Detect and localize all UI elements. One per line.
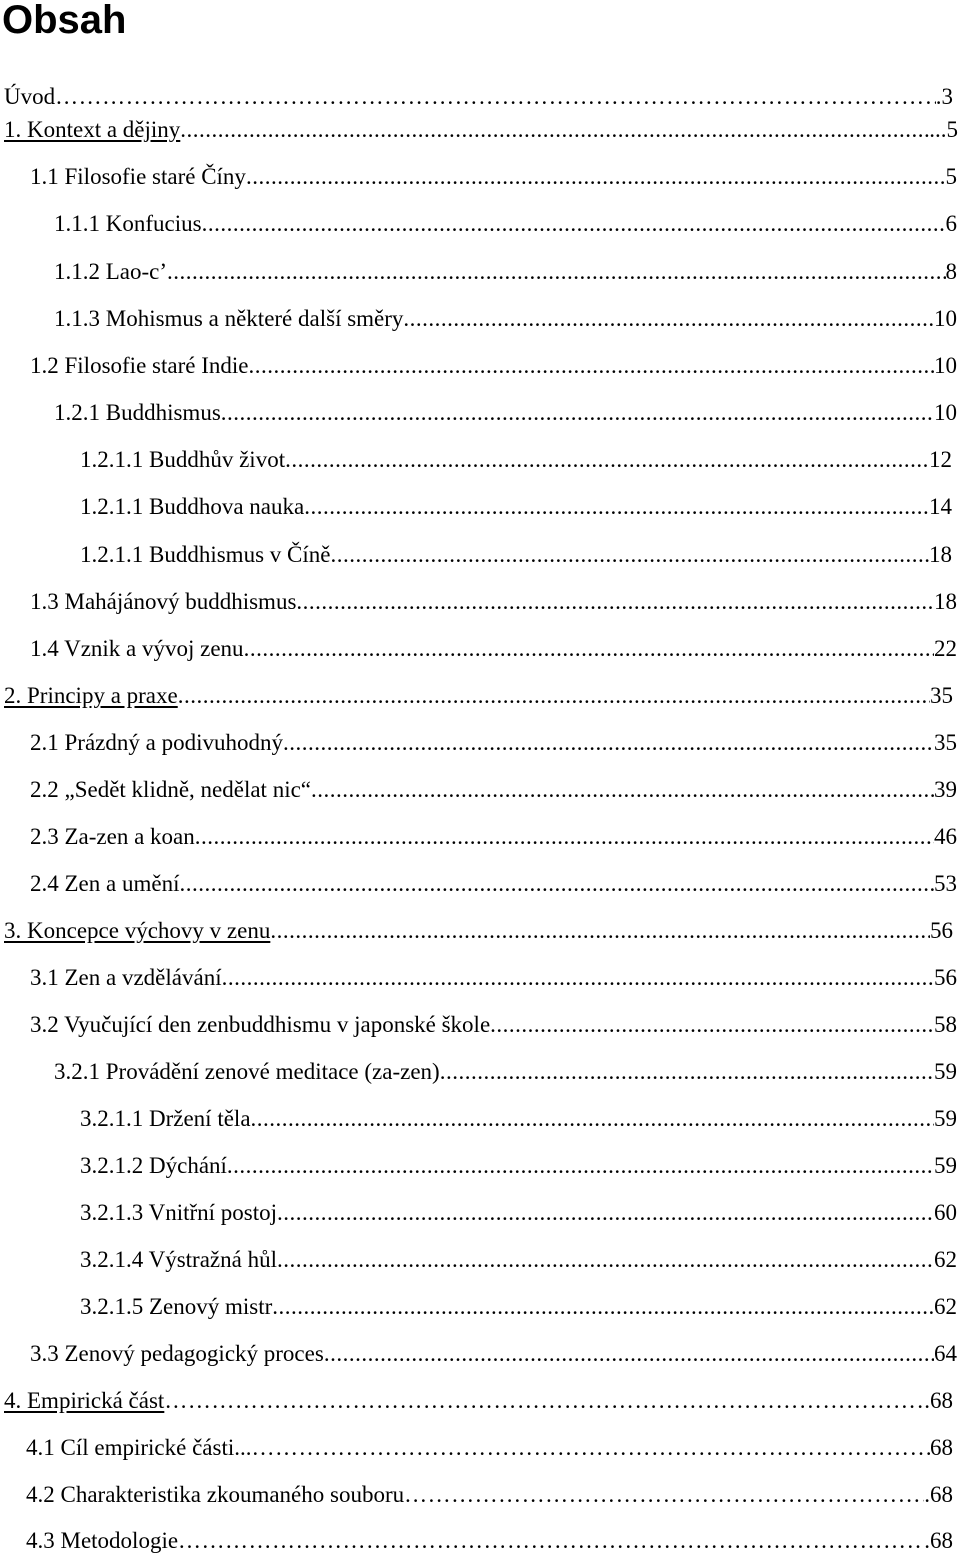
toc-entry-label: 3.2.1.2 Dýchání (80, 1153, 227, 1178)
toc-entry[interactable] (54, 1057, 957, 1087)
toc-entry-label: 3.2 Vyučující den zenbuddhismu v japonské škole (30, 1012, 491, 1037)
toc-entry-label: 1.1.2 Lao-c’ (54, 259, 168, 284)
toc-entry-leader (178, 681, 930, 711)
toc-entry-leader (296, 587, 934, 617)
toc-entry-page: 18 (934, 589, 957, 614)
toc-entry[interactable] (80, 492, 952, 522)
toc-entry-page: 58 (934, 1012, 957, 1037)
toc-entry-page: 53 (934, 871, 957, 896)
toc-entry-label: 3.3 Zenový pedagogický proces (30, 1341, 324, 1366)
toc-entry-leader (227, 1151, 934, 1181)
toc-entry-label: 1.1.1 Konfucius (54, 211, 202, 236)
toc-entry-leader (195, 822, 934, 852)
toc-entry-label: 3.2.1.4 Výstražná hůl (80, 1247, 277, 1272)
toc-entry-leader (324, 1339, 934, 1369)
toc-entry-page: 68 (930, 1435, 953, 1460)
toc-entry[interactable] (26, 1526, 953, 1556)
toc-entry[interactable] (30, 162, 957, 192)
toc-entry[interactable] (30, 869, 957, 899)
toc-entry-leader (178, 1526, 924, 1556)
toc-entry-leader (404, 1480, 924, 1510)
toc-entry-leader (221, 398, 934, 428)
toc-entry-label: 4.2 Charakteristika zkoumaného souboru (26, 1482, 405, 1507)
toc-entry-label: 3. Koncepce výchovy v zenu (4, 918, 271, 943)
toc-entry-page: 46 (934, 824, 957, 849)
toc-entry-page: ...5 (929, 117, 958, 142)
toc-entry[interactable] (30, 822, 957, 852)
toc-entry-leader (304, 492, 929, 522)
toc-entry-page: 60 (934, 1200, 957, 1225)
toc-entry-leader (179, 869, 934, 899)
toc-entry-leader (251, 1433, 930, 1463)
toc-entry-page: 8 (945, 259, 957, 284)
toc-entry-page: 6 (945, 211, 957, 236)
toc-heading: Obsah (2, 0, 127, 42)
toc-entry[interactable] (4, 82, 953, 112)
toc-entry-page: .68 (924, 1528, 953, 1553)
toc-entry-label: 1.2.1.1 Buddhova nauka (80, 494, 305, 519)
toc-entry-label: 2.2 „Sedět klidně, nedělat nic“ (30, 777, 312, 802)
toc-entry[interactable] (26, 1433, 953, 1463)
toc-entry-page: 62 (934, 1294, 957, 1319)
toc-entry-page: 5 (945, 164, 957, 189)
toc-entry-label: 4.3 Metodologie (26, 1528, 179, 1553)
toc-entry-page: 18 (929, 542, 952, 567)
toc-entry-page: 59 (934, 1106, 957, 1131)
toc-entry[interactable] (4, 115, 958, 145)
toc-entry-label: 1.2 Filosofie staré Indie (30, 353, 249, 378)
toc-entry-label: 1.2.1.1 Buddhův život (80, 447, 286, 472)
toc-entry[interactable] (30, 775, 957, 805)
toc-entry[interactable] (4, 1386, 953, 1416)
toc-entry[interactable] (30, 728, 957, 758)
toc-entry-page: 35 (934, 730, 957, 755)
toc-entry[interactable] (30, 634, 957, 664)
toc-entry[interactable] (80, 1292, 957, 1322)
toc-entry-page: 12 (929, 447, 952, 472)
toc-entry-page: 56 (930, 918, 953, 943)
toc-entry-page: .3 (935, 84, 953, 109)
toc-entry[interactable] (80, 445, 952, 475)
toc-entry-leader (164, 1386, 924, 1416)
toc-entry-label: 1.2.1 Buddhismus (54, 400, 221, 425)
toc-entry-page: 10 (934, 306, 957, 331)
toc-entry[interactable] (80, 1245, 957, 1275)
toc-entry-page: 59 (934, 1153, 957, 1178)
toc-entry-label: 3.2.1.3 Vnitřní postoj (80, 1200, 278, 1225)
toc-entry[interactable] (80, 1151, 957, 1181)
toc-entry-leader (440, 1057, 934, 1087)
toc-entry-leader (167, 257, 945, 287)
toc-entry-page: 64 (934, 1341, 957, 1366)
toc-entry-page: 59 (934, 1059, 957, 1084)
toc-entry[interactable] (26, 1480, 953, 1510)
toc-entry-leader (330, 540, 929, 570)
toc-entry[interactable] (54, 209, 957, 239)
toc-entry[interactable] (54, 398, 957, 428)
toc-entry-page: 39 (934, 777, 957, 802)
toc-entry-label: 3.2.1.1 Držení těla (80, 1106, 251, 1131)
toc-entry-page: 14 (929, 494, 952, 519)
toc-entry-page: 10 (934, 353, 957, 378)
toc-entry[interactable] (4, 916, 953, 946)
toc-entry-label: Úvod (4, 84, 56, 109)
toc-entry-leader (248, 351, 934, 381)
toc-entry-label: 2.1 Prázdný a podivuhodný (30, 730, 283, 755)
toc-entry-leader (311, 775, 934, 805)
toc-entry-leader (246, 162, 946, 192)
toc-entry-leader (277, 1198, 934, 1228)
toc-entry[interactable] (30, 1010, 957, 1040)
toc-entry-leader (272, 1292, 934, 1322)
toc-entry[interactable] (30, 351, 957, 381)
toc-entry-leader (202, 209, 946, 239)
toc-entry-label: 1.1.3 Mohismus a některé další směry (54, 306, 404, 331)
toc-entry-label: 2.4 Zen a umění (30, 871, 180, 896)
toc-entry-page: 35 (930, 683, 953, 708)
toc-entry-leader (403, 304, 934, 334)
toc-entry[interactable] (54, 304, 957, 334)
toc-entry[interactable] (30, 963, 957, 993)
toc-entry-page: 22 (934, 636, 957, 661)
toc-entry-page: 10 (934, 400, 957, 425)
toc-entry-label: 4. Empirická část (4, 1388, 165, 1413)
toc-entry-leader (55, 82, 936, 112)
toc-entry-leader (244, 634, 934, 664)
toc-entry[interactable] (80, 1198, 957, 1228)
toc-entry[interactable] (4, 681, 953, 711)
toc-entry-label: 1.2.1.1 Buddhismus v Číně (80, 542, 331, 567)
toc-entry-leader (285, 445, 929, 475)
toc-entry-label: 2. Principy a praxe (4, 683, 178, 708)
toc-entry-leader (490, 1010, 934, 1040)
toc-entry[interactable] (30, 587, 957, 617)
toc-entry-label: 3.1 Zen a vzdělávání (30, 965, 222, 990)
toc-entry[interactable] (54, 257, 957, 287)
toc-entry[interactable] (80, 540, 952, 570)
toc-entry-page: .68 (924, 1482, 953, 1507)
toc-entry-page: 56 (934, 965, 957, 990)
toc-entry-leader (180, 115, 929, 145)
toc-entry-label: 3.2.1 Provádění zenové meditace (za-zen) (54, 1059, 440, 1084)
toc-entry-page: .68 (924, 1388, 953, 1413)
toc-entry-label: 2.3 Za-zen a koan (30, 824, 195, 849)
toc-entry-label: 1. Kontext a dějiny (4, 117, 181, 142)
toc-entry-leader (270, 916, 930, 946)
toc-entry-label: 3.2.1.5 Zenový mistr (80, 1294, 273, 1319)
toc-entry-leader (222, 963, 934, 993)
toc-entry-label: 1.4 Vznik a vývoj zenu (30, 636, 244, 661)
toc-entry-leader (277, 1245, 934, 1275)
toc-entry-page: 62 (934, 1247, 957, 1272)
toc-entry-label: 4.1 Cíl empirické části... (26, 1435, 252, 1460)
toc-entry-label: 1.3 Mahájánový buddhismus (30, 589, 297, 614)
toc-entry-leader (251, 1104, 934, 1134)
toc-entry[interactable] (80, 1104, 957, 1134)
toc-entry[interactable] (30, 1339, 957, 1369)
toc-entry-leader (283, 728, 934, 758)
toc-entry-label: 1.1 Filosofie staré Číny (30, 164, 246, 189)
